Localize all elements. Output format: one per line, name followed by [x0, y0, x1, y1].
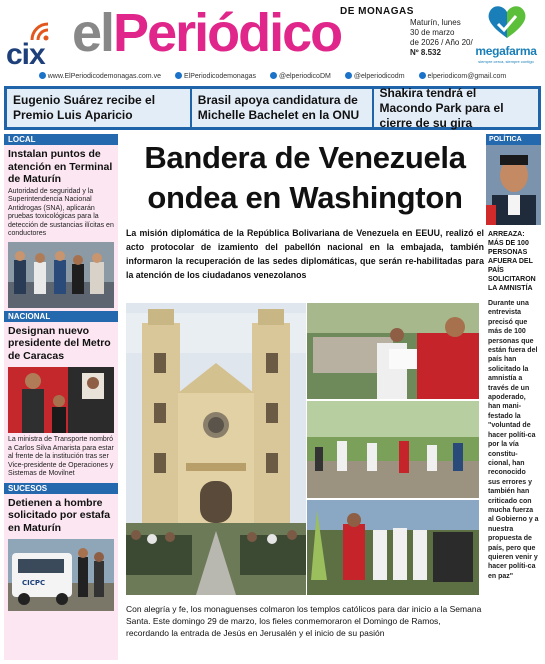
dateline	[410, 18, 474, 58]
local-headline[interactable]: Instalan puntos de atención en Terminal de Maturín	[8, 148, 113, 185]
teaser-bar	[4, 86, 541, 130]
brand-main: Periódico	[113, 3, 342, 63]
date-line-1: Maturín, lunes	[410, 18, 461, 27]
nacional-headline[interactable]: Designan nuevo presidente del Metro de Caracas	[8, 324, 111, 362]
police-car-text: CICPC	[22, 579, 46, 587]
facebook-icon	[175, 72, 182, 79]
masthead	[0, 0, 545, 70]
sucesos-photo	[8, 539, 114, 611]
instagram-link[interactable]: @elperiodicodm	[345, 72, 405, 82]
sponsor-name: megafarma	[475, 44, 537, 58]
local-body: Autoridad de seguridad y la Superintendencia Nacional Antidrogas (SNA), aplicarán pruebas toxicológicas para la detección de sustancias ilícitas en conductores	[8, 187, 114, 237]
instagram-icon	[345, 72, 352, 79]
facebook-link[interactable]: ElPeriodicodemonagas	[175, 72, 256, 82]
sponsor-logo	[470, 4, 542, 68]
left-column	[4, 134, 118, 660]
social-links-bar	[0, 72, 545, 82]
procession-photo	[307, 401, 479, 498]
cix-logo-text: cix	[6, 38, 45, 71]
issue-number: Nº 8.532	[410, 48, 441, 57]
teaser-entertainment[interactable]: Shakira tendrá el Macondo Park para el cierre de su gira	[374, 89, 538, 127]
date-line-3: de 2026 / Año 20/	[410, 38, 473, 47]
section-label-sucesos: SUCESOS	[4, 483, 118, 494]
teaser-sports[interactable]: Eugenio Suárez recibe el Premio Luis Aparicio	[7, 89, 190, 127]
right-column	[486, 134, 541, 660]
email-link[interactable]: elperiodicom@gmail.com	[419, 72, 507, 82]
nacional-body: La ministra de Transporte nombró a Carlos Silva Amarista para estar al frente de la institución tras ser Vice-presidente de Operaciones y Sistemas de Movilnet	[8, 436, 114, 477]
local-photo	[8, 242, 114, 308]
section-label-local: LOCAL	[4, 134, 118, 145]
date-line-2: 30 de marzo	[410, 28, 455, 37]
newspaper-brand	[72, 4, 341, 62]
photo-caption: Con alegría y fe, los monaguenses colmaron los templos católicos para dar inicio a la Semana Santa. Este domingo 29 de marzo, los fieles conmemoraron el Domingo de Ramos, recordando la entrada de Jesús en Jerusalén y el inicio de su pasión	[126, 604, 482, 638]
arreaza-photo	[486, 145, 541, 225]
twitter-link[interactable]: @elperiodicoDM	[270, 72, 331, 82]
nacional-photo	[8, 367, 114, 433]
section-label-nacional: NACIONAL	[4, 311, 118, 322]
main-headline[interactable]	[124, 138, 486, 218]
politica-body: Durante una entrevista precisó que más de 100 personas que están fuera del país han solicitado la amnistía a través de un apoderado, han mani-festado la "voluntad de hacer políti-ca por la vía constitu-cional, han reconocido sus errores y también han criticado con mucha fuerza al Gobierno y a nuestra propuesta de país, pero que quieren venir y hacer políti-ca en paz"	[488, 300, 539, 580]
main-lede: La misión diplomática de la República Bolivariana de Venezuela en EEUU, realizó el acto protocolar de izamiento del pabellón nacional en la embajada, también informaron la recuperación de las sedes diplomáticas, que serán re-habilitadas para la atención de los ciudadanos venezolanos	[126, 228, 484, 280]
priest-photo	[307, 303, 479, 399]
palm-sunday-photo	[307, 500, 479, 595]
cix-logo	[6, 20, 62, 71]
brand-prefix: el	[72, 3, 114, 63]
heart-icon	[486, 4, 528, 40]
mail-icon	[419, 72, 426, 79]
globe-icon	[39, 72, 46, 79]
teaser-world[interactable]: Brasil apoya candidatura de Michelle Bachelet en la ONU	[192, 89, 372, 127]
church-photo	[126, 303, 306, 595]
sucesos-headline[interactable]: Detienen a hombre solicitado por estafa en Maturín	[8, 496, 111, 534]
headline-line-2: ondea en Washington	[147, 180, 463, 215]
website-link[interactable]: www.ElPeriodicodemonagas.com.ve	[39, 72, 161, 82]
twitter-icon	[270, 72, 277, 79]
brand-subtitle: DE MONAGAS	[340, 6, 414, 17]
section-label-politica: POLÍTICA	[486, 134, 541, 145]
politica-headline[interactable]: ARREAZA: MÁS DE 100 PERSONAS AFUERA DEL PAÍS SOLICITARON LA AMNISTÍA	[488, 231, 536, 292]
headline-line-1: Bandera de Venezuela	[144, 140, 466, 175]
sponsor-tagline: siempre cerca, siempre contigo	[478, 59, 534, 64]
